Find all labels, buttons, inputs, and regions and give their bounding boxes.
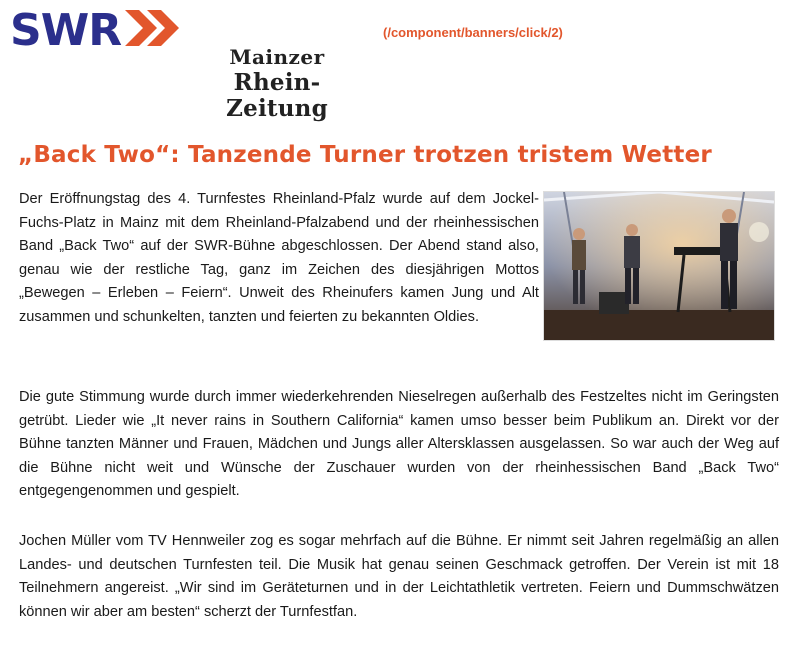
article-paragraph-2: Die gute Stimmung wurde durch immer wiederkehrenden Nieselregen außerhalb des Festzeltes nicht im Geringsten getrübt. Lieder wie „It never rains in Southern California“ kamen umso besser beim Publikum an. Direkt vor der Bühne tanzten Männer und Frauen, Mädchen und Jungs aller Altersklassen ausgelassen. So war auch der Weg auf die Bühne nicht weit und Wünsche der Zuschauer wurden von der rheinhessischen Band „Back Two“ entgegengenommen und gespielt. bbox=[19, 389, 779, 500]
article-headline: „Back Two“: Tanzende Turner trotzen tristem Wetter bbox=[18, 142, 712, 168]
partner-logo-line1: Mainzer bbox=[229, 45, 325, 69]
double-chevron-right-icon bbox=[123, 8, 183, 53]
mainzer-rhein-zeitung-logo[interactable] bbox=[196, 44, 358, 122]
swr-logo[interactable] bbox=[10, 4, 183, 56]
article-paragraph-3: Jochen Müller vom TV Hennweiler zog es sogar mehrfach auf die Bühne. Er nimmt seit Jahren regelmäßig an allen Landes- und deutschen Turnfesten teil. Die Musik hat genau seinen Geschmack getroffen. Der Verein ist mit 18 Teilnehmern angereist. „Wir sind im Geräteturnen und in der Leichtathletik vertreten. Feiern und Dummschwätzen können wir aber am besten“ scherzt der Turnfestfan. bbox=[19, 533, 779, 620]
swr-logo-text: SWR bbox=[10, 4, 122, 56]
article-paragraph-1: Der Eröffnungstag des 4. Turnfestes Rheinland-Pfalz wurde auf dem Jockel-Fuchs-Platz in Mainz mit dem Rheinland-Pfalzabend und der rheinhessischen Band „Back Two“ auf der SWR-Bühne abgeschlossen. Der Abend stand also, genau wie der restliche Tag, ganz im Zeichen des diesjährigen Mottos „Bewegen – Erleben – Feiern“. Unweit des Rheinufers kamen Jung und Alt zusammen und schunkelten, tanzten und feierten zu bekannten Oldies. bbox=[19, 191, 539, 325]
banner-click-link[interactable]: (/component/banners/click/2) bbox=[383, 25, 563, 40]
band-concert-photo bbox=[544, 192, 774, 340]
clipped-banner-text bbox=[196, 0, 376, 4]
partner-logo-line2: Rhein-Zeitung bbox=[226, 69, 328, 122]
